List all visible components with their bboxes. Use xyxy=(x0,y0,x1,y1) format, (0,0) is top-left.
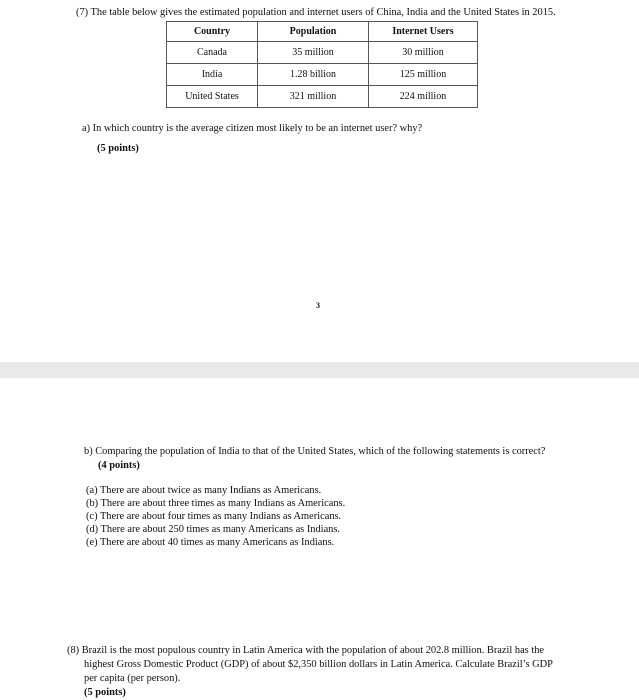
option-c: (c) There are about four times as many Indians as Americans. xyxy=(86,511,342,522)
population-table xyxy=(166,21,478,108)
table-cell: 35 million xyxy=(258,42,369,64)
header-population: Population xyxy=(258,22,369,42)
question-7-text: (7) The table below gives the estimated population and internet users of China, India and the United States in 2015. xyxy=(76,7,556,18)
table-row xyxy=(167,86,478,108)
part-a-points: (5 points) xyxy=(97,143,139,154)
question-8-line-1: (8) Brazil is the most populous country in Latin America with the population of about 202.8 million. Brazil has the xyxy=(67,645,545,656)
question-8-line-3: per capita (per person). xyxy=(84,673,181,684)
option-b: (b) There are about three times as many Indians as Americans. xyxy=(86,498,346,509)
question-8-points: (5 points) xyxy=(84,687,126,698)
table-cell: 30 million xyxy=(369,42,478,64)
document-page-2 xyxy=(0,378,639,700)
page-number: 3 xyxy=(316,301,320,310)
question-8-line-2: highest Gross Domestic Product (GDP) of about $2,350 billion dollars in Latin America. Calculate Brazil’s GDP xyxy=(84,659,553,670)
table-row xyxy=(167,64,478,86)
table-cell: India xyxy=(167,64,258,86)
part-b-question: b) Comparing the population of India to that of the United States, which of the following statements is correct? xyxy=(84,446,546,457)
table-cell: United States xyxy=(167,86,258,108)
option-e: (e) There are about 40 times as many Americans as Indians. xyxy=(86,537,335,548)
table-cell: 1.28 billion xyxy=(258,64,369,86)
table-cell: 321 million xyxy=(258,86,369,108)
table-row xyxy=(167,42,478,64)
option-a: (a) There are about twice as many Indians as Americans. xyxy=(86,485,322,496)
table-header-row xyxy=(167,22,478,42)
option-d: (d) There are about 250 times as many Americans as Indians. xyxy=(86,524,341,535)
table-cell: Canada xyxy=(167,42,258,64)
header-country: Country xyxy=(167,22,258,42)
part-a-question: a) In which country is the average citizen most likely to be an internet user? why? xyxy=(82,123,423,134)
part-b-points: (4 points) xyxy=(98,460,140,471)
header-internet-users: Internet Users xyxy=(369,22,478,42)
table-cell: 224 million xyxy=(369,86,478,108)
table-cell: 125 million xyxy=(369,64,478,86)
